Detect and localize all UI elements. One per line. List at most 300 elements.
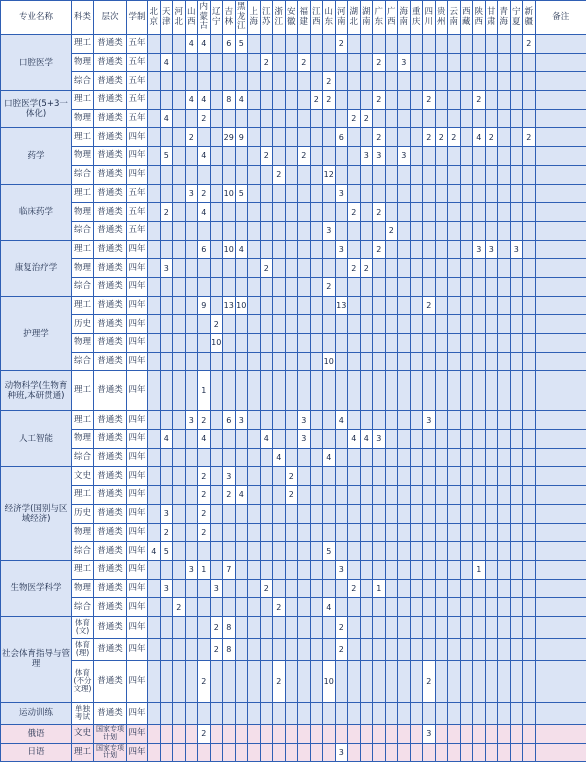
quota-cell: [523, 259, 536, 278]
quota-cell: [148, 334, 161, 353]
quota-cell: [335, 91, 348, 110]
quota-cell: [460, 259, 473, 278]
quota-cell: [248, 91, 261, 110]
quota-cell: [398, 35, 411, 54]
quota-cell: [273, 334, 286, 353]
quota-cell: [260, 184, 273, 203]
quota-cell: [473, 259, 486, 278]
quota-cell: [448, 53, 461, 72]
remark-cell: [535, 579, 586, 598]
quota-cell: [473, 184, 486, 203]
quota-cell: [173, 616, 186, 638]
quota-cell: [323, 579, 336, 598]
quota-cell: [360, 638, 373, 660]
quota-cell: [173, 203, 186, 222]
table-row: [1, 638, 586, 660]
table-row: [1, 430, 586, 449]
years-cell: 四年: [127, 315, 148, 334]
quota-cell: [460, 221, 473, 240]
quota-cell: [398, 560, 411, 579]
quota-cell: [248, 560, 261, 579]
quota-cell: [398, 743, 411, 762]
quota-cell: [160, 724, 173, 743]
quota-cell: 12: [323, 165, 336, 184]
quota-cell: [498, 53, 511, 72]
quota-cell: [285, 352, 298, 371]
province-char: 南: [336, 16, 346, 27]
level-cell: 普通类: [94, 128, 127, 147]
quota-cell: [410, 240, 423, 259]
header-remark: 备注: [535, 1, 586, 35]
quota-cell: [460, 203, 473, 222]
quota-cell: 2: [323, 91, 336, 110]
quota-cell: 2: [373, 53, 386, 72]
quota-cell: [435, 638, 448, 660]
quota-cell: [460, 53, 473, 72]
quota-cell: [423, 486, 436, 505]
quota-cell: 2: [173, 598, 186, 617]
table-row: [1, 371, 586, 411]
quota-cell: [523, 296, 536, 315]
quota-cell: [485, 448, 498, 467]
quota-cell: 4: [473, 128, 486, 147]
quota-cell: [435, 53, 448, 72]
quota-cell: 13: [223, 296, 236, 315]
province-char: 西: [186, 16, 196, 27]
category-cell: 综合: [72, 448, 94, 467]
table-row: [1, 334, 586, 353]
quota-cell: [360, 504, 373, 523]
quota-cell: [435, 504, 448, 523]
quota-cell: [448, 504, 461, 523]
quota-cell: 4: [323, 598, 336, 617]
quota-cell: [498, 467, 511, 486]
quota-cell: [210, 598, 223, 617]
quota-cell: [160, 660, 173, 702]
category-cell: 物理: [72, 523, 94, 542]
quota-cell: [348, 467, 361, 486]
quota-cell: [510, 598, 523, 617]
quota-cell: 3: [335, 560, 348, 579]
quota-cell: [148, 109, 161, 128]
quota-cell: [448, 72, 461, 91]
quota-cell: [148, 184, 161, 203]
quota-cell: [260, 660, 273, 702]
table-row: [1, 523, 586, 542]
level-cell: 普通类: [94, 371, 127, 411]
quota-cell: [473, 72, 486, 91]
category-cell: 历史: [72, 504, 94, 523]
category-cell: 物理: [72, 203, 94, 222]
quota-cell: 2: [198, 184, 211, 203]
quota-cell: [298, 504, 311, 523]
quota-cell: [523, 542, 536, 561]
quota-cell: [248, 35, 261, 54]
quota-cell: [385, 411, 398, 430]
quota-cell: 4: [148, 542, 161, 561]
quota-cell: [448, 430, 461, 449]
quota-cell: [248, 147, 261, 166]
quota-cell: [210, 296, 223, 315]
major-name: 口腔医学: [1, 35, 72, 91]
quota-cell: [148, 616, 161, 638]
years-cell: 四年: [127, 128, 148, 147]
remark-cell: [535, 109, 586, 128]
quota-cell: [435, 240, 448, 259]
quota-cell: [335, 504, 348, 523]
quota-cell: [473, 523, 486, 542]
quota-cell: [173, 147, 186, 166]
quota-cell: [410, 91, 423, 110]
quota-cell: 2: [260, 53, 273, 72]
quota-cell: [148, 91, 161, 110]
quota-cell: [235, 72, 248, 91]
quota-cell: [410, 53, 423, 72]
quota-cell: [410, 277, 423, 296]
level-cell: 普通类: [94, 165, 127, 184]
remark-cell: [535, 35, 586, 54]
quota-cell: [348, 638, 361, 660]
quota-cell: 3: [473, 240, 486, 259]
quota-cell: 3: [423, 411, 436, 430]
quota-cell: [360, 523, 373, 542]
quota-cell: [498, 91, 511, 110]
quota-cell: [485, 616, 498, 638]
quota-cell: 2: [348, 109, 361, 128]
remark-cell: [535, 504, 586, 523]
quota-cell: [423, 448, 436, 467]
quota-cell: [423, 743, 436, 762]
quota-cell: [398, 542, 411, 561]
quota-cell: [473, 53, 486, 72]
quota-cell: [173, 128, 186, 147]
header-province: [198, 1, 211, 35]
table-row: [1, 467, 586, 486]
quota-cell: [273, 221, 286, 240]
quota-cell: [510, 315, 523, 334]
quota-cell: 1: [198, 560, 211, 579]
quota-cell: [410, 638, 423, 660]
quota-cell: [448, 147, 461, 166]
quota-cell: [298, 616, 311, 638]
remark-cell: [535, 72, 586, 91]
quota-cell: [210, 411, 223, 430]
quota-cell: [185, 147, 198, 166]
quota-cell: [498, 165, 511, 184]
level-cell: 普通类: [94, 504, 127, 523]
quota-cell: [210, 352, 223, 371]
quota-cell: [423, 53, 436, 72]
quota-cell: [423, 523, 436, 542]
quota-cell: [373, 638, 386, 660]
quota-cell: [273, 743, 286, 762]
category-cell: 文史: [72, 724, 94, 743]
table-row: [1, 560, 586, 579]
quota-cell: [523, 184, 536, 203]
quota-cell: [185, 523, 198, 542]
quota-cell: [310, 504, 323, 523]
quota-cell: [198, 598, 211, 617]
quota-cell: [460, 504, 473, 523]
quota-cell: 2: [373, 203, 386, 222]
quota-cell: [248, 702, 261, 724]
quota-cell: [173, 334, 186, 353]
remark-cell: [535, 542, 586, 561]
quota-cell: [485, 35, 498, 54]
quota-cell: [323, 523, 336, 542]
quota-cell: [460, 542, 473, 561]
quota-cell: [473, 352, 486, 371]
quota-cell: [523, 560, 536, 579]
province-char: 宁: [511, 7, 521, 17]
quota-cell: [360, 296, 373, 315]
quota-cell: [185, 702, 198, 724]
table-row: [1, 616, 586, 638]
quota-cell: [410, 371, 423, 411]
quota-cell: [210, 203, 223, 222]
quota-cell: [448, 315, 461, 334]
quota-cell: [348, 743, 361, 762]
quota-cell: [435, 486, 448, 505]
remark-cell: [535, 743, 586, 762]
province-char: 云: [449, 7, 458, 17]
quota-cell: [510, 277, 523, 296]
quota-cell: [410, 109, 423, 128]
quota-cell: [273, 147, 286, 166]
quota-cell: [148, 128, 161, 147]
quota-cell: [260, 296, 273, 315]
years-cell: 四年: [127, 165, 148, 184]
quota-cell: 5: [235, 35, 248, 54]
quota-cell: [448, 109, 461, 128]
table-row: [1, 448, 586, 467]
level-cell: 普通类: [94, 203, 127, 222]
quota-cell: [148, 240, 161, 259]
quota-cell: [510, 743, 523, 762]
quota-cell: [448, 598, 461, 617]
quota-cell: 2: [285, 486, 298, 505]
quota-cell: [385, 486, 398, 505]
quota-cell: [348, 184, 361, 203]
quota-cell: [448, 277, 461, 296]
table-row: [1, 504, 586, 523]
quota-cell: [435, 315, 448, 334]
quota-cell: 4: [273, 448, 286, 467]
quota-cell: [298, 221, 311, 240]
quota-cell: [410, 147, 423, 166]
quota-cell: 5: [160, 542, 173, 561]
quota-cell: [485, 560, 498, 579]
quota-cell: [148, 277, 161, 296]
quota-cell: [498, 296, 511, 315]
quota-cell: [448, 523, 461, 542]
quota-cell: [335, 467, 348, 486]
quota-cell: [248, 448, 261, 467]
quota-cell: [435, 702, 448, 724]
category-cell: 理工: [72, 128, 94, 147]
quota-cell: [148, 523, 161, 542]
quota-cell: [385, 504, 398, 523]
quota-cell: [285, 203, 298, 222]
category-cell: 综合: [72, 72, 94, 91]
quota-cell: [260, 411, 273, 430]
category-cell: 物理: [72, 334, 94, 353]
level-cell: 普通类: [94, 411, 127, 430]
quota-cell: [348, 334, 361, 353]
quota-cell: [260, 165, 273, 184]
quota-cell: [310, 638, 323, 660]
province-char: 上: [249, 7, 258, 17]
quota-cell: [410, 128, 423, 147]
quota-cell: 2: [335, 638, 348, 660]
quota-cell: [160, 560, 173, 579]
quota-cell: [473, 203, 486, 222]
quota-cell: [485, 315, 498, 334]
header-province: [385, 1, 398, 35]
quota-cell: [373, 259, 386, 278]
level-cell: 普通类: [94, 296, 127, 315]
quota-cell: [435, 221, 448, 240]
quota-cell: [248, 724, 261, 743]
quota-cell: [410, 203, 423, 222]
quota-cell: [373, 523, 386, 542]
quota-cell: [198, 448, 211, 467]
quota-cell: [498, 334, 511, 353]
quota-cell: 4: [348, 430, 361, 449]
quota-cell: [248, 334, 261, 353]
quota-cell: [360, 743, 373, 762]
province-char: 川: [424, 16, 433, 27]
quota-cell: [335, 542, 348, 561]
quota-cell: [210, 53, 223, 72]
table-row: [1, 486, 586, 505]
quota-cell: 8: [223, 91, 236, 110]
quota-cell: [360, 616, 373, 638]
quota-cell: [310, 467, 323, 486]
quota-cell: 10: [323, 660, 336, 702]
quota-cell: 2: [348, 203, 361, 222]
quota-cell: [248, 371, 261, 411]
remark-cell: [535, 277, 586, 296]
quota-cell: [210, 430, 223, 449]
quota-cell: [523, 467, 536, 486]
quota-cell: [360, 702, 373, 724]
quota-cell: 4: [235, 486, 248, 505]
quota-cell: [473, 616, 486, 638]
quota-cell: [435, 743, 448, 762]
province-char: 海: [399, 7, 408, 17]
province-char: 河: [336, 7, 346, 17]
quota-cell: [398, 702, 411, 724]
quota-cell: [498, 448, 511, 467]
quota-cell: [485, 702, 498, 724]
quota-cell: [235, 616, 248, 638]
quota-cell: [373, 184, 386, 203]
quota-cell: [285, 277, 298, 296]
quota-cell: [285, 221, 298, 240]
quota-cell: [248, 277, 261, 296]
quota-cell: 2: [198, 724, 211, 743]
quota-cell: [360, 467, 373, 486]
quota-cell: [523, 221, 536, 240]
table-row: [1, 147, 586, 166]
quota-cell: [223, 352, 236, 371]
quota-cell: [185, 334, 198, 353]
province-char: 藏: [461, 16, 471, 27]
quota-cell: [210, 542, 223, 561]
quota-cell: [310, 221, 323, 240]
quota-cell: [498, 504, 511, 523]
quota-cell: [398, 334, 411, 353]
quota-cell: [473, 147, 486, 166]
category-cell: 文史: [72, 467, 94, 486]
quota-cell: [173, 702, 186, 724]
quota-cell: [223, 315, 236, 334]
level-cell: 普通类: [94, 542, 127, 561]
quota-cell: [285, 371, 298, 411]
quota-cell: [235, 53, 248, 72]
header-province: [410, 1, 423, 35]
table-row: [1, 35, 586, 54]
quota-cell: [248, 184, 261, 203]
quota-cell: [410, 702, 423, 724]
quota-cell: 2: [523, 128, 536, 147]
quota-cell: [448, 448, 461, 467]
major-name: 口腔医学(5+3一体化): [1, 91, 72, 128]
quota-cell: 2: [160, 523, 173, 542]
quota-cell: [523, 638, 536, 660]
level-cell: 普通类: [94, 240, 127, 259]
quota-cell: [460, 411, 473, 430]
header-level: 层次: [94, 1, 127, 35]
quota-cell: [273, 259, 286, 278]
quota-cell: [298, 315, 311, 334]
quota-cell: [448, 203, 461, 222]
quota-cell: [410, 743, 423, 762]
quota-cell: [285, 296, 298, 315]
quota-cell: 4: [160, 109, 173, 128]
quota-cell: [510, 486, 523, 505]
quota-cell: [260, 221, 273, 240]
quota-cell: [223, 579, 236, 598]
quota-cell: [310, 560, 323, 579]
quota-cell: [460, 486, 473, 505]
quota-cell: [510, 638, 523, 660]
quota-cell: [398, 352, 411, 371]
quota-cell: [285, 660, 298, 702]
quota-cell: [473, 598, 486, 617]
quota-cell: [498, 371, 511, 411]
category-cell: 理工: [72, 184, 94, 203]
remark-cell: [535, 411, 586, 430]
table-row: [1, 411, 586, 430]
quota-cell: [498, 352, 511, 371]
quota-cell: [348, 72, 361, 91]
quota-cell: [523, 352, 536, 371]
quota-cell: 3: [335, 743, 348, 762]
level-cell: 普通类: [94, 352, 127, 371]
quota-cell: [385, 638, 398, 660]
quota-cell: [198, 542, 211, 561]
quota-cell: [348, 448, 361, 467]
quota-cell: 3: [335, 240, 348, 259]
quota-cell: [210, 184, 223, 203]
quota-cell: 2: [485, 128, 498, 147]
quota-cell: [448, 560, 461, 579]
header-province: [248, 1, 261, 35]
table-row: [1, 542, 586, 561]
quota-cell: [410, 35, 423, 54]
